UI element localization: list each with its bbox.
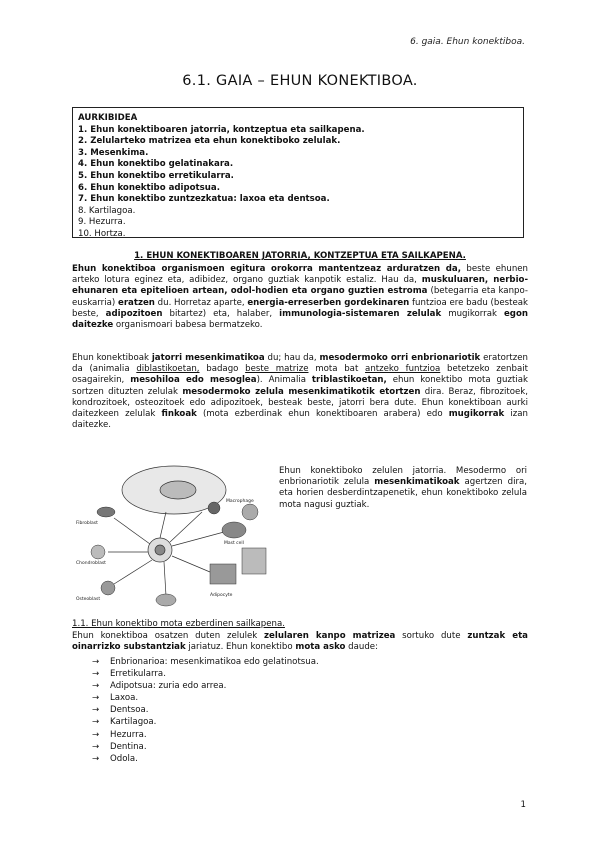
list-item-text: Hezurra. <box>110 729 147 740</box>
text-bold: zelularen kanpo matrizea <box>264 631 396 641</box>
text-bold: finkoak <box>161 409 197 420</box>
toc-item: 8. Kartilagoa. <box>78 205 136 216</box>
arrow-icon: → <box>92 729 100 740</box>
cell-nucleus-shape <box>160 481 196 499</box>
figure-label: Fibroblast <box>76 521 98 526</box>
text-bold: Ehun konektiboa organismoen egitura orokorra mantentzeaz arduratzen da, <box>72 264 461 274</box>
list-item <box>92 692 319 704</box>
text-bold: energia-erreserben gordekinaren <box>247 297 410 308</box>
list-item <box>92 729 319 741</box>
figure-label: Adipocyte <box>210 593 233 598</box>
text-bold: adipozitoen <box>105 308 163 319</box>
toc-item: 5. Ehun konektibo erretikularra. <box>78 170 234 181</box>
text-bold: zuntzak eta oinarrizko substantziak <box>72 631 528 653</box>
stem-nucleus-shape <box>155 545 165 555</box>
arrow-icon: → <box>92 753 100 764</box>
text: jariatuz. Ehun konektibo <box>185 642 296 653</box>
list-item <box>92 656 319 668</box>
text-underline: diblastikoetan, <box>136 364 200 375</box>
running-header: 6. gaia. Ehun konektiboa. <box>410 37 525 47</box>
text: eratortzen da (animalia <box>72 353 528 375</box>
text: beste ehunen arteko lotura eginez eta, adibidez, organo guztiak kanpotik estaliz. Hau da, <box>72 264 528 286</box>
text: sortuko dute <box>395 631 468 641</box>
list-item-text: Enbrionarioa: mesenkimatikoa edo gelatinotsua. <box>110 657 319 667</box>
paragraph-1 <box>72 264 528 331</box>
tissue-type-list <box>92 656 319 765</box>
arrow-icon: → <box>92 693 100 704</box>
text: du; hau da, <box>264 353 320 363</box>
list-item-text: Adipotsua: zuria edo arrea. <box>110 681 227 692</box>
text-bold: mesohiloa edo mesoglea <box>130 375 257 386</box>
paragraph-2 <box>72 353 528 431</box>
text-underline: antzeko funtzioa <box>365 364 441 375</box>
cell-origin-diagram <box>74 452 270 610</box>
figure-caption <box>279 466 527 511</box>
text-bold: eratzen <box>117 297 155 308</box>
arrow-icon: → <box>92 657 100 667</box>
list-item-text: Odola. <box>110 753 138 764</box>
figure-label: Chondroblast <box>76 561 106 566</box>
text-bold: triblastikoetan, <box>311 375 387 386</box>
list-item-text: Dentsoa. <box>110 705 149 716</box>
toc-item: 7. Ehun konektibo zuntzezkatua: laxoa eta dentsoa. <box>78 194 330 205</box>
text-bold: mugikorrak <box>448 409 505 420</box>
toc-item: 6. Ehun konektibo adipotsua. <box>78 182 220 193</box>
list-item-text: Erretikularra. <box>110 669 166 680</box>
toc-item: 3. Mesenkima. <box>78 147 149 158</box>
list-item <box>92 753 319 765</box>
list-item-text: Kartilagoa. <box>110 717 157 728</box>
list-item-text: Laxoa. <box>110 693 139 704</box>
text: daude: <box>345 642 378 653</box>
toc-heading: AURKIBIDEA <box>78 113 138 123</box>
text: organismoari babesa bermatzeko. <box>113 320 263 331</box>
text-bold: mesodermoko orri enbrionariotik <box>319 353 481 363</box>
toc-item: 1. Ehun konektiboaren jatorria, kontzeptua eta sailkapena. <box>78 124 365 135</box>
section-heading: 1. EHUN KONEKTIBOAREN JATORRIA, KONTZEPTUA ETA SAILKAPENA. <box>134 251 466 261</box>
list-item <box>92 704 319 716</box>
text: ). Animalia <box>256 375 312 386</box>
text-underline: beste matrize <box>245 364 309 375</box>
text: ehun konektibo mota guztiak sortzen dituzten zelulak <box>72 375 528 397</box>
text-bold: muskuluaren, nerbio-ehunaren eta epitelioen artean, odol-hodien eta organo guztien estroma <box>72 275 529 297</box>
toc-item: 2. Zelularteko matrizea eta ehun konektiboko zelulak. <box>78 136 341 147</box>
text-bold: jatorri mesenkimatikoa <box>151 353 265 363</box>
text: betetzeko zenbait osagairekin, <box>72 364 528 386</box>
text: (betegarria eta kanpo-euskarria) <box>72 286 528 308</box>
list-item-text: Dentina. <box>110 741 147 752</box>
text: agertzen dira, eta horien desberdintzapenetik, ehun konektiboko zelula mota nagusi guztiak. <box>279 477 527 510</box>
text: izan daitezke. <box>72 409 529 431</box>
list-item <box>92 741 319 753</box>
toc-item: 4. Ehun konektibo gelatinakara. <box>78 159 234 170</box>
text: Ehun konektiboa osatzen duten zelulek <box>72 631 265 641</box>
text-bold: mota asko <box>295 642 346 653</box>
table-of-contents <box>72 107 524 238</box>
text: mota bat <box>308 364 366 375</box>
text: Ehun konektiboko zelulen jatorria. Mesodermo ori enbrionariotik zelula <box>279 466 527 488</box>
arrow-icon: → <box>92 681 100 692</box>
figure-label: Macrophage <box>226 499 254 504</box>
text-bold: mesenkimatikoak <box>374 477 460 488</box>
arrow-icon: → <box>92 705 100 716</box>
arrow-icon: → <box>92 741 100 752</box>
text: Ehun konektiboak <box>72 353 152 363</box>
page-number: 1 <box>520 800 526 810</box>
text: mugikorrak <box>441 308 504 319</box>
text: dira. Beraz, fibrozitoek, kondrozitoek, osteozitoek edo adipozitoek, besteak beste, jatorri bera dute. Ehun konektiboan aurki daitezkeen zelulak <box>72 386 528 420</box>
text: funtzioa ere badu (besteak beste, <box>72 297 528 319</box>
list-item <box>92 668 319 680</box>
text-bold: mesodermoko zelula mesenkimatikotik etortzen <box>182 386 421 397</box>
arrow-icon: → <box>92 669 100 680</box>
arrow-icon: → <box>92 717 100 728</box>
text: du. Horretaz aparte, <box>154 297 248 308</box>
text: bitartez) eta, halaber, <box>162 308 280 319</box>
list-item <box>92 716 319 728</box>
text-bold: immunologia-sistemaren zelulak <box>279 308 442 319</box>
toc-item: 9. Hezurra. <box>78 217 126 228</box>
paragraph-3 <box>72 631 528 653</box>
text: (mota ezberdinak ehun konektiboaren arabera) edo <box>196 409 449 420</box>
figure-label: Osteoblast <box>76 597 101 602</box>
page-title: 6.1. GAIA – EHUN KONEKTIBOA. <box>182 73 418 89</box>
toc-item: 10. Hortza. <box>78 228 126 239</box>
text: badago <box>199 364 246 375</box>
text-bold: egon daitezke <box>72 308 528 331</box>
list-item <box>92 680 319 692</box>
subsection-heading: 1.1. Ehun konektibo mota ezberdinen sailkapena. <box>72 619 285 629</box>
figure-label: Mast cell <box>224 541 244 546</box>
